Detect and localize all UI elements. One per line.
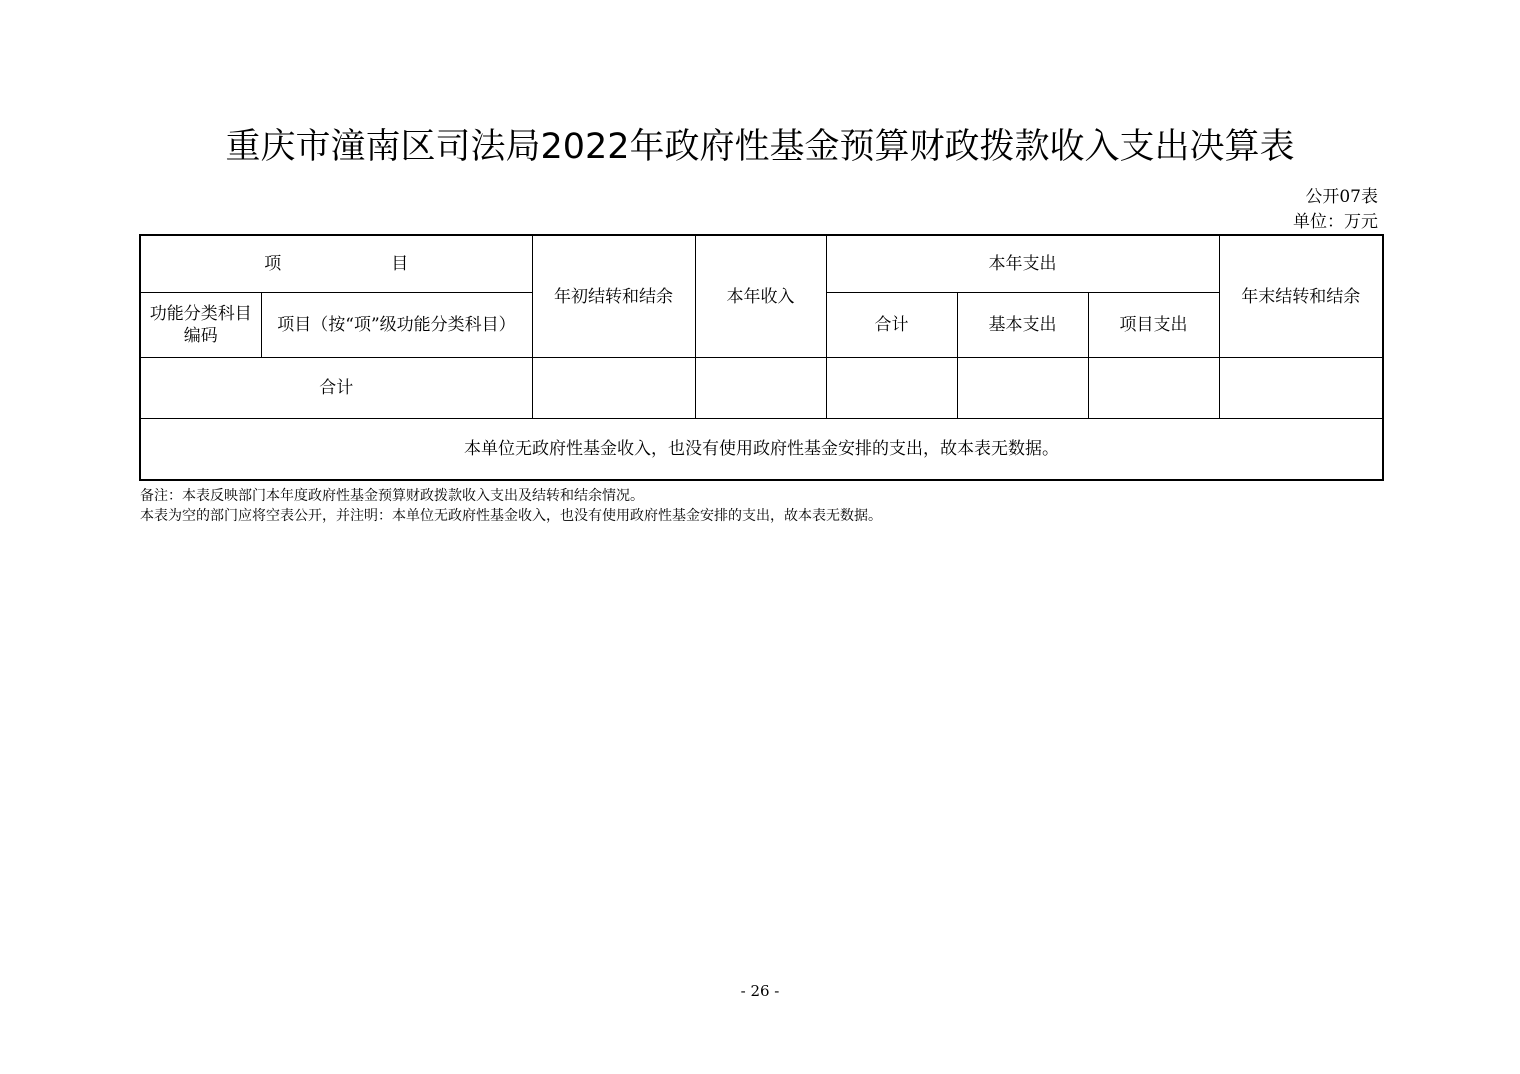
total-exp-total (826, 358, 957, 419)
page-title: 重庆市潼南区司法局2022年政府性基金预算财政拨款收入支出决算表 (225, 127, 1295, 167)
footnotes (140, 486, 882, 526)
exp-basic-header: 基本支出 (957, 293, 1088, 358)
income-header: 本年收入 (695, 235, 826, 358)
total-exp-basic (957, 358, 1088, 419)
budget-table (139, 234, 1384, 481)
expenditure-header: 本年支出 (826, 235, 1219, 293)
header-row-1 (140, 235, 1383, 293)
note-row (140, 419, 1383, 481)
table-code: 公开07表 (1305, 187, 1378, 207)
footnote-line-1: 备注：本表反映部门本年度政府性基金预算财政拨款收入支出及结转和结余情况。 (140, 488, 644, 504)
page-number: - 26 - (740, 982, 780, 1000)
item-header-b: 目 (391, 254, 409, 274)
no-data-note: 本单位无政府性基金收入，也没有使用政府性基金安排的支出，故本表无数据。 (140, 419, 1383, 481)
begin-balance-header: 年初结转和结余 (532, 235, 695, 358)
unit-label: 单位：万元 (1293, 212, 1378, 232)
footnote-line-2: 本表为空的部门应将空表公开，并注明：本单位无政府性基金收入，也没有使用政府性基金安排的支出，故本表无数据。 (140, 508, 882, 524)
item-header (140, 235, 532, 293)
exp-project-header: 项目支出 (1088, 293, 1219, 358)
exp-total-header: 合计 (826, 293, 957, 358)
total-row (140, 358, 1383, 419)
item-name-header: 项目（按“项”级功能分类科目） (261, 293, 532, 358)
total-begin-balance (532, 358, 695, 419)
end-balance-header: 年末结转和结余 (1219, 235, 1383, 358)
total-income (695, 358, 826, 419)
item-header-a: 项 (264, 254, 282, 274)
func-code-header: 功能分类科目编码 (140, 293, 261, 358)
total-exp-project (1088, 358, 1219, 419)
total-label: 合计 (140, 358, 532, 419)
total-end-balance (1219, 358, 1383, 419)
